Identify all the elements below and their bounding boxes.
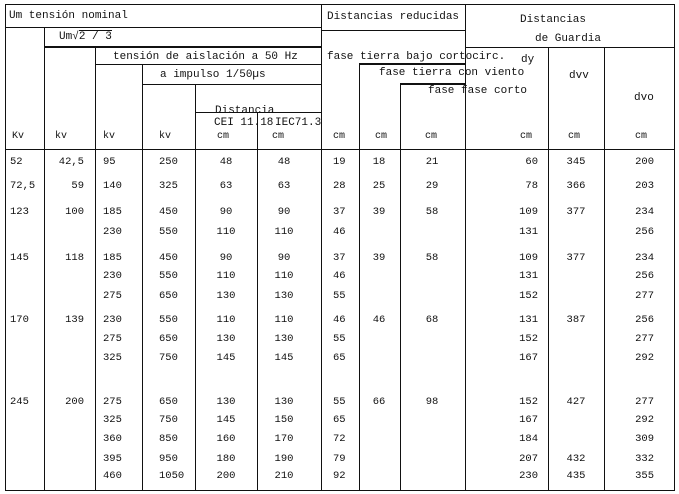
table-cell-r9-c11: 292 [635,352,654,364]
table-cell-r13-c11: 332 [635,453,654,465]
table-cell-r11-c11: 292 [635,414,654,426]
table-cell-r6-c11: 277 [635,290,654,302]
header-dvo: dvo [634,92,654,104]
table-cell-r3-c2: 230 [103,226,122,238]
table-cell-r4-c4: 90 [219,252,233,264]
col-sep-2 [95,47,96,490]
table-border-top [5,4,675,5]
table-cell-r0-c6: 19 [333,156,346,168]
table-cell-r5-c2: 230 [103,270,122,282]
header-distancia-iec: IEC71.3 [275,117,322,129]
table-cell-r0-c3: 250 [159,156,178,168]
table-cell-r12-c11: 309 [635,433,654,445]
table-cell-r3-c9: 131 [519,226,538,238]
table-cell-r8-c5: 130 [274,333,294,345]
table-cell-r10-c1: 200 [65,396,84,408]
table-cell-r1-c8: 29 [425,180,439,192]
table-cell-r0-c4: 48 [219,156,233,168]
header-um-nominal: Um tensión nominal [9,10,128,22]
header-distancia-cei: CEI 11.18 [214,117,274,129]
table-cell-r2-c10: 377 [566,206,586,218]
table-cell-r4-c0: 145 [10,252,29,264]
header-um-root-label: Um [59,31,73,43]
table-cell-r7-c6: 46 [333,314,346,326]
table-cell-r10-c0: 245 [10,396,29,408]
table-cell-r14-c9: 230 [519,470,538,482]
table-cell-r9-c6: 65 [333,352,346,364]
table-cell-r1-c0: 72,5 [10,180,36,192]
table-cell-r10-c3: 650 [159,396,178,408]
header-fase-tierra-viento: fase tierra con viento [379,67,525,79]
table-cell-r6-c5: 130 [274,290,294,302]
header-um-root-expr: 2 / 3 [78,31,112,43]
table-border-right [674,4,675,490]
table-cell-r12-c9: 184 [519,433,538,445]
table-cell-r2-c9: 109 [519,206,538,218]
table-cell-r14-c6: 92 [333,470,346,482]
unit-cm-cei: cm [217,131,230,142]
table-cell-r1-c3: 325 [159,180,178,192]
table-cell-r4-c11: 234 [635,252,654,264]
table-cell-r0-c9: 60 [525,156,538,168]
unit-cm-dvv: cm [568,131,581,142]
table-cell-r2-c8: 58 [425,206,439,218]
table-cell-r1-c7: 25 [372,180,386,192]
table-cell-r7-c10: 387 [566,314,586,326]
table-cell-r4-c7: 39 [372,252,386,264]
header-distancias-reducidas: Distancias reducidas [327,11,460,23]
table-cell-r14-c10: 435 [566,470,586,482]
table-cell-r13-c10: 432 [566,453,586,465]
table-cell-r8-c11: 277 [635,333,654,345]
table-cell-r10-c8: 98 [425,396,439,408]
header-line-reducidas [321,30,466,31]
table-cell-r8-c4: 130 [216,333,236,345]
unit-cm-viento: cm [375,131,388,142]
table-cell-r7-c11: 256 [635,314,654,326]
table-cell-r0-c11: 200 [635,156,654,168]
col-sep-8 [400,84,401,490]
table-cell-r7-c5: 110 [274,314,294,326]
table-cell-r2-c1: 100 [65,206,84,218]
unit-cm-fase-fase: cm [425,131,438,142]
table-cell-r8-c2: 275 [103,333,122,345]
table-cell-r1-c2: 140 [103,180,122,192]
table-cell-r1-c10: 366 [566,180,586,192]
table-cell-r6-c2: 275 [103,290,122,302]
unit-cm-cortocirc: cm [333,131,346,142]
table-cell-r12-c6: 72 [333,433,346,445]
table-cell-r6-c6: 55 [333,290,346,302]
table-cell-r7-c7: 46 [372,314,386,326]
table-cell-r9-c4: 145 [216,352,236,364]
table-cell-r5-c11: 256 [635,270,654,282]
table-cell-r6-c9: 152 [519,290,538,302]
unit-cm-dvo: cm [635,131,648,142]
table-cell-r0-c8: 21 [425,156,439,168]
table-cell-r10-c2: 275 [103,396,122,408]
table-cell-r0-c2: 95 [103,156,116,168]
table-cell-r4-c10: 377 [566,252,586,264]
table-cell-r11-c3: 750 [159,414,178,426]
table-cell-r10-c11: 277 [635,396,654,408]
table-cell-r10-c9: 152 [519,396,538,408]
header-fase-tierra-cortocirc: fase tierra bajo cortocirc. [327,51,506,63]
table-cell-r4-c8: 58 [425,252,439,264]
table-cell-r14-c2: 460 [103,470,122,482]
table-cell-r9-c5: 145 [274,352,294,364]
table-cell-r7-c4: 110 [216,314,236,326]
table-cell-r11-c5: 150 [274,414,294,426]
table-cell-r7-c9: 131 [519,314,538,326]
table-cell-r9-c2: 325 [103,352,122,364]
table-cell-r7-c2: 230 [103,314,122,326]
table-cell-r3-c3: 550 [159,226,178,238]
header-line-cortocirc [359,63,466,65]
header-impulso: a impulso 1/50µs [160,69,266,81]
header-line-root [44,46,322,48]
table-cell-r8-c9: 152 [519,333,538,345]
table-cell-r1-c9: 78 [525,180,538,192]
table-cell-r9-c9: 167 [519,352,538,364]
col-sep-3 [142,65,143,490]
header-dy: dy [521,54,535,66]
units-separator-line [5,149,675,150]
table-cell-r11-c9: 167 [519,414,538,426]
table-cell-r2-c6: 37 [333,206,346,218]
table-cell-r4-c2: 185 [103,252,122,264]
table-cell-r8-c6: 55 [333,333,346,345]
unit-kv-impulso: kv [159,131,172,142]
header-dvv: dvv [569,70,589,82]
table-cell-r7-c1: 139 [65,314,84,326]
table-cell-r8-c3: 650 [159,333,178,345]
table-cell-r0-c0: 52 [10,156,23,168]
table-cell-r12-c5: 170 [274,433,294,445]
header-um-root [59,32,112,43]
table-cell-r3-c5: 110 [274,226,294,238]
unit-cm-dy: cm [520,131,533,142]
table-cell-r4-c6: 37 [333,252,346,264]
table-cell-r2-c3: 450 [159,206,178,218]
table-cell-r5-c6: 46 [333,270,346,282]
header-line-um [5,27,322,28]
table-cell-r1-c1: 59 [71,180,84,192]
table-border-bottom [5,490,675,491]
table-cell-r2-c7: 39 [372,206,386,218]
table-cell-r2-c2: 185 [103,206,122,218]
col-sep-7 [359,64,360,490]
table-cell-r0-c7: 18 [372,156,386,168]
header-line-aislacion [95,64,322,65]
table-cell-r10-c5: 130 [274,396,294,408]
header-line-guardia [465,47,675,48]
table-cell-r2-c4: 90 [219,206,233,218]
table-cell-r6-c3: 650 [159,290,178,302]
table-cell-r10-c6: 55 [333,396,346,408]
table-cell-r1-c5: 63 [277,180,291,192]
table-cell-r12-c3: 850 [159,433,178,445]
table-cell-r13-c2: 395 [103,453,122,465]
table-cell-r0-c5: 48 [277,156,291,168]
table-cell-r4-c1: 118 [65,252,84,264]
table-border-left [5,4,6,490]
table-cell-r11-c6: 65 [333,414,346,426]
table-cell-r7-c3: 550 [159,314,178,326]
table-cell-r14-c11: 355 [635,470,654,482]
table-cell-r12-c4: 160 [216,433,236,445]
table-cell-r13-c3: 950 [159,453,178,465]
unit-kv-nominal: Kv [12,131,25,142]
table-cell-r2-c11: 234 [635,206,654,218]
header-aislacion-50hz: tensión de aislación a 50 Hz [113,51,298,63]
table-cell-r3-c4: 110 [216,226,236,238]
col-sep-4 [195,85,196,490]
table-cell-r4-c9: 109 [519,252,538,264]
table-cell-r5-c3: 550 [159,270,178,282]
header-distancia: Distancia [215,105,275,117]
table-cell-r3-c11: 256 [635,226,654,238]
table-cell-r10-c4: 130 [216,396,236,408]
table-cell-r10-c7: 66 [372,396,386,408]
table-cell-r2-c5: 90 [277,206,291,218]
table-cell-r5-c9: 131 [519,270,538,282]
unit-kv-root: kv [55,131,68,142]
table-cell-r0-c1: 42,5 [58,156,84,168]
table-cell-r9-c3: 750 [159,352,178,364]
col-sep-10 [548,47,549,490]
col-sep-6 [321,4,322,490]
table-cell-r12-c2: 360 [103,433,122,445]
table-cell-r5-c4: 110 [216,270,236,282]
table-cell-r14-c3: 1050 [159,470,185,482]
table-cell-r0-c10: 345 [566,156,586,168]
table-cell-r13-c4: 180 [216,453,236,465]
table-cell-r1-c11: 203 [635,180,654,192]
table-cell-r13-c5: 190 [274,453,294,465]
table-cell-r3-c6: 46 [333,226,346,238]
table-cell-r2-c0: 123 [10,206,29,218]
table-cell-r6-c4: 130 [216,290,236,302]
table-cell-r13-c9: 207 [519,453,538,465]
table-cell-r1-c4: 63 [219,180,233,192]
header-fase-fase-corto: fase fase corto [428,85,528,97]
unit-kv-50hz: kv [103,131,116,142]
table-cell-r7-c0: 170 [10,314,29,326]
header-distancias-guardia-1: Distancias [520,14,587,26]
table-cell-r1-c6: 28 [333,180,346,192]
unit-cm-iec: cm [272,131,285,142]
table-cell-r5-c5: 110 [274,270,294,282]
table-cell-r4-c5: 90 [277,252,291,264]
table-cell-r11-c2: 325 [103,414,122,426]
table-cell-r10-c10: 427 [566,396,586,408]
table-cell-r7-c8: 68 [425,314,439,326]
header-distancias-guardia-2: de Guardia [535,33,602,45]
table-cell-r11-c4: 145 [216,414,236,426]
table-cell-r14-c5: 210 [274,470,294,482]
table-cell-r4-c3: 450 [159,252,178,264]
sqrt-symbol: √ [72,31,79,43]
header-line-impulso [142,84,322,85]
table-cell-r14-c4: 200 [216,470,236,482]
table-cell-r13-c6: 79 [333,453,346,465]
